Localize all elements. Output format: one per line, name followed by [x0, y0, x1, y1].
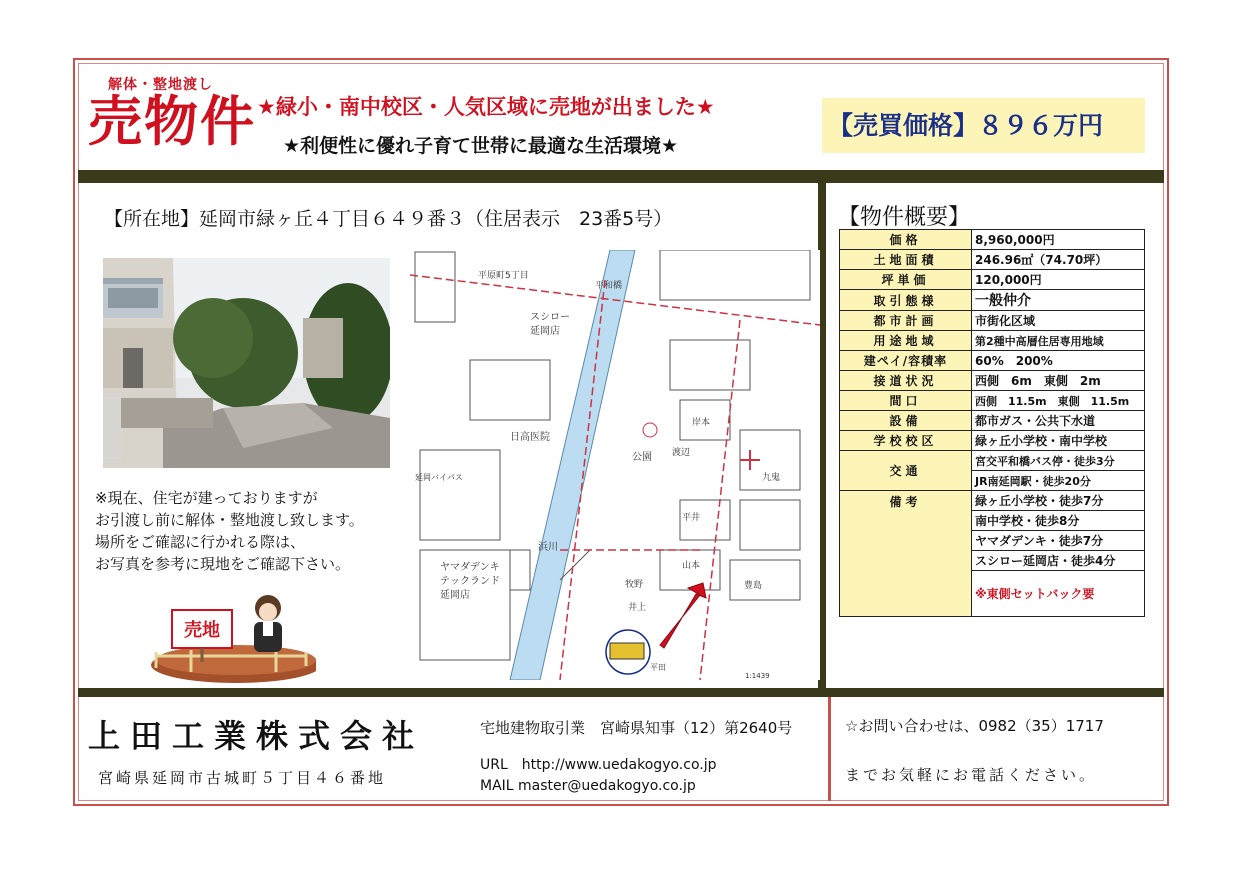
subheadline: ★利便性に優れ子育て世帯に最適な生活環境★ — [283, 135, 679, 157]
row-key: 接道状況 — [840, 371, 972, 391]
table-row — [840, 230, 1145, 250]
overview-title: 【物件概要】 — [838, 205, 971, 230]
location-map — [410, 250, 820, 680]
table-row — [840, 331, 1145, 351]
note-line: 場所をご確認に行かれる際は、 — [95, 533, 306, 551]
note-block — [95, 487, 364, 575]
property-photo — [103, 258, 390, 468]
map-label: 井上 — [628, 603, 647, 613]
address: 【所在地】延岡市緑ヶ丘４丁目６４９番３（住居表示 23番5号） — [104, 208, 673, 230]
map-label: 浜川 — [538, 542, 558, 553]
company-name: 上田工業株式会社 — [88, 717, 425, 755]
license: 宅地建物取引業 宮崎県知事（12）第2640号 — [480, 719, 793, 737]
row-key: 交通 — [840, 451, 972, 491]
for-sale-illustration — [146, 590, 316, 685]
header-divider — [78, 170, 1164, 183]
table-row — [840, 371, 1145, 391]
row-value: 60% 200% — [972, 351, 1145, 371]
table-row — [840, 270, 1145, 290]
map-label: テックランド — [440, 576, 500, 587]
map-label: 平原町5丁目 — [478, 271, 529, 281]
row-key: 用途地域 — [840, 331, 972, 351]
map-label: 豊島 — [744, 581, 763, 591]
row-value: 南中学校・徒歩8分 — [972, 511, 1145, 531]
row-value: 西側 11.5m 東側 11.5m — [972, 391, 1145, 411]
map-label: 延岡バイパス — [415, 473, 463, 482]
website-link[interactable]: URL http://www.uedakogyo.co.jp — [480, 757, 717, 773]
contact-text: までお気軽にお電話ください。 — [845, 766, 1098, 784]
map-label: 渡辺 — [672, 448, 691, 458]
row-value: 第2種中高層住居専用地域 — [972, 331, 1145, 351]
table-row — [840, 290, 1145, 311]
map-label: 牧野 — [625, 580, 644, 590]
headline: ★緑小・南中校区・人気区域に売地が出ました★ — [257, 95, 715, 119]
table-row — [840, 250, 1145, 270]
table-row — [840, 311, 1145, 331]
map-label: 岸本 — [692, 418, 711, 428]
footer-vertical-divider — [828, 697, 831, 801]
map-label: 九鬼 — [762, 473, 781, 483]
row-key: 土地面積 — [840, 250, 972, 270]
map-label: 延岡店 — [440, 590, 470, 601]
note-line: ※現在、住宅が建っておりますが — [95, 489, 318, 507]
row-key: 建ペイ/容積率 — [840, 351, 972, 371]
row-value: 緑ヶ丘小学校・徒歩7分 — [972, 491, 1145, 511]
overview-table — [839, 229, 1145, 617]
row-value: 宮交平和橋バス停・徒歩3分 — [972, 451, 1145, 471]
table-row — [840, 431, 1145, 451]
row-key: 学校校区 — [840, 431, 972, 451]
row-key: 都市計画 — [840, 311, 972, 331]
sign-text: 売地 — [184, 620, 220, 641]
demolition-tag: 解体・整地渡し — [108, 77, 213, 93]
map-label: 1:1439 — [745, 672, 770, 680]
footer-divider — [78, 688, 1164, 697]
row-value: 一般仲介 — [972, 290, 1145, 311]
row-value: 8,960,000円 — [972, 230, 1145, 250]
row-key: 取引態様 — [840, 290, 972, 311]
map-label: 日高医院 — [510, 432, 550, 443]
map-label: スシロー — [530, 312, 570, 323]
email-link[interactable]: MAIL master@uedakogyo.co.jp — [480, 778, 696, 794]
row-key: 間口 — [840, 391, 972, 411]
row-key: 設備 — [840, 411, 972, 431]
row-key: 価格 — [840, 230, 972, 250]
row-key: 坪単価 — [840, 270, 972, 290]
table-row — [840, 451, 1145, 471]
map-label: 平井 — [682, 513, 701, 523]
row-value: 西側 6m 東側 2m — [972, 371, 1145, 391]
row-value: 緑ヶ丘小学校・南中学校 — [972, 431, 1145, 451]
note-line: お写真を参考に現地をご確認下さい。 — [95, 555, 351, 573]
row-key: 備考 — [840, 491, 972, 617]
note-line: お引渡し前に解体・整地渡し致します。 — [95, 511, 364, 529]
row-value: 120,000円 — [972, 270, 1145, 290]
page-title: 売物件 — [88, 90, 256, 153]
company-address: 宮崎県延岡市古城町５丁目４６番地 — [98, 769, 387, 787]
price-box: 【売買価格】８９６万円 — [822, 98, 1145, 153]
map-label: 平和橋 — [595, 281, 623, 291]
row-value: JR南延岡駅・徒歩20分 — [972, 471, 1145, 491]
map-label: 延岡店 — [530, 326, 560, 337]
contact-phone[interactable]: ☆お問い合わせは、0982（35）1717 — [845, 717, 1104, 735]
table-row — [840, 391, 1145, 411]
setback-note: ※東側セットバック要 — [972, 571, 1145, 617]
table-row — [840, 491, 1145, 511]
table-row — [840, 351, 1145, 371]
row-value: 市街化区域 — [972, 311, 1145, 331]
map-label: ヤマダデンキ — [440, 562, 500, 573]
row-value: スシロー延岡店・徒歩4分 — [972, 551, 1145, 571]
map-label: 平田 — [650, 663, 666, 672]
row-value: 都市ガス・公共下水道 — [972, 411, 1145, 431]
map-label: 山本 — [682, 561, 701, 571]
row-value: 246.96㎡（74.70坪） — [972, 250, 1145, 270]
table-row — [840, 411, 1145, 431]
row-value: ヤマダデンキ・徒歩7分 — [972, 531, 1145, 551]
map-label: 公園 — [632, 452, 652, 463]
